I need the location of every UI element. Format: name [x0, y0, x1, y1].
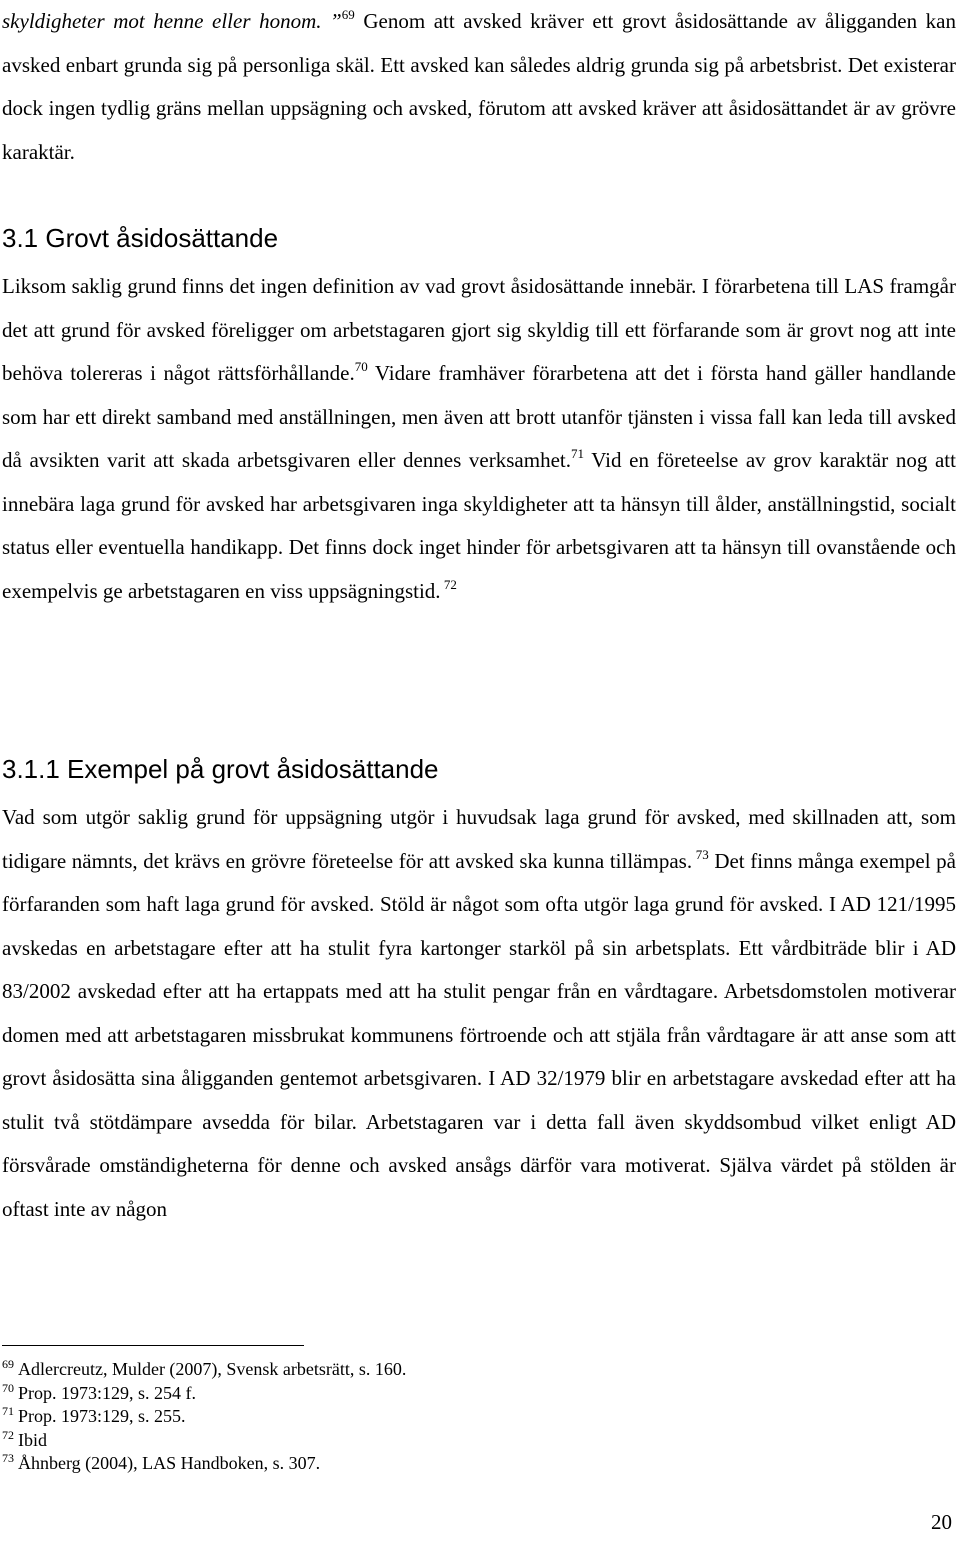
- paragraph-continued: [2, 0, 956, 174]
- footnote-text: Prop. 1973:129, s. 254 f.: [18, 1382, 197, 1403]
- quoted-text: ”: [321, 9, 342, 33]
- text-run: Vidare framhäver förarbetena att det i första hand gäller handlande som har ett direkt samband med anställningen, men även att brott utanför tjänsten i vissa fall kan leda till avsked då avsikten varit att skada arbetsgivaren eller dennes verksamhet.: [2, 361, 956, 472]
- text-run: Vad som utgör saklig grund för uppsägning utgör i huvudsak laga grund för avsked, med skillnaden att, som tidigare nämnts, det krävs en grövre företeelse för att avsked ska kunna tillämpas.: [2, 805, 956, 873]
- footnote-text: Ibid: [18, 1429, 47, 1450]
- text-run: Liksom saklig grund finns det ingen definition av vad grovt åsidosättande innebär. I förarbetena till LAS framgår det att grund för avsked föreligger om arbetstagaren gjort sig skyldig till ett förfarande som är grovt nog att inte behöva tolereras i något rättsförhållande.: [2, 274, 956, 385]
- text-run: Vid en företeelse av grov karaktär nog att innebära laga grund för avsked har arbetsgivaren inga skyldigheter att ta hänsyn till ålder, anställningstid, socialt status eller eventuella handikapp. Det finns dock inget hinder för arbetsgivaren att ta hänsyn till ovanstående och exempelvis ge arbetstagaren en viss uppsägningstid.: [2, 448, 956, 603]
- footnote-reference: 69: [341, 7, 355, 22]
- paragraph-3-1-1: [2, 796, 956, 1231]
- quoted-text: skyldigheter mot henne eller honom.: [2, 9, 322, 33]
- footnote-reference: 73: [692, 846, 709, 862]
- footnote-reference: 70: [354, 359, 368, 374]
- section-heading-3-1-1: 3.1.1 Exempel på grovt åsidosättande: [2, 754, 439, 784]
- footnote-list: [2, 1358, 406, 1476]
- section-heading-3-1: 3.1 Grovt åsidosättande: [2, 223, 279, 253]
- footnote-number: 71: [2, 1404, 14, 1418]
- footnote-reference: 72: [440, 576, 457, 592]
- footnote-text: Adlercreutz, Mulder (2007), Svensk arbetsrätt, s. 160.: [18, 1359, 407, 1379]
- footnote-item: [2, 1429, 406, 1453]
- footnote-number: 72: [2, 1427, 14, 1442]
- text-run: Det finns många exempel på förfaranden som haft laga grund för avsked. Stöld är något som ofta utgör laga grund för avsked. I AD 121/1995 avskedas en arbetstagare efter att ha stulit fyra kartonger starköl på sin arbetsplats. Ett vårdbiträde blir i AD 83/2002 avskedad efter att ha ertappats med att ha stulit pengar från en vårdtagare. Arbetsdomstolen motiverar domen med att arbetstagaren missbrukat kommunens förtroende och att stjäla från vårdtagare är att anse som att grovt åsidosätta sina åligganden gentemot arbetsgivaren. I AD 32/1979 blir en arbetstagare avskedad efter att ha stulit två stötdämpare avsedda för bilar. Arbetstagaren var i detta fall även skyddsombud vilket enligt AD försvårade omständigheterna för denne och avsked ansågs därför vara motiverat. Själva värdet på stölden är oftast inte av någon: [2, 848, 956, 1221]
- footnote-item: [2, 1382, 406, 1406]
- text-run: Genom att avsked kräver ett grovt åsidosättande av åligganden kan avsked enbart grunda sig på personliga skäl. Ett avsked kan således aldrig grunda sig på arbetsbrist. Det existerar dock ingen tydlig gräns mellan uppsägning och avsked, förutom att avsked kräver att åsidosättandet är av grövre karaktär.: [2, 9, 956, 164]
- footnote-item: [2, 1358, 406, 1382]
- footnote-number: 70: [2, 1380, 14, 1395]
- footnote-text: Prop. 1973:129, s. 255.: [18, 1406, 186, 1426]
- page-number: 20: [931, 1510, 952, 1534]
- paragraph-3-1: [2, 265, 956, 613]
- footnote-reference: 71: [570, 446, 584, 461]
- footnote-number: 73: [2, 1451, 14, 1465]
- footnote-separator: [2, 1345, 304, 1346]
- footnote-item: [2, 1405, 406, 1429]
- footnote-number: 69: [2, 1357, 14, 1371]
- footnote-item: [2, 1452, 406, 1476]
- footnote-text: Åhnberg (2004), LAS Handboken, s. 307.: [18, 1453, 321, 1473]
